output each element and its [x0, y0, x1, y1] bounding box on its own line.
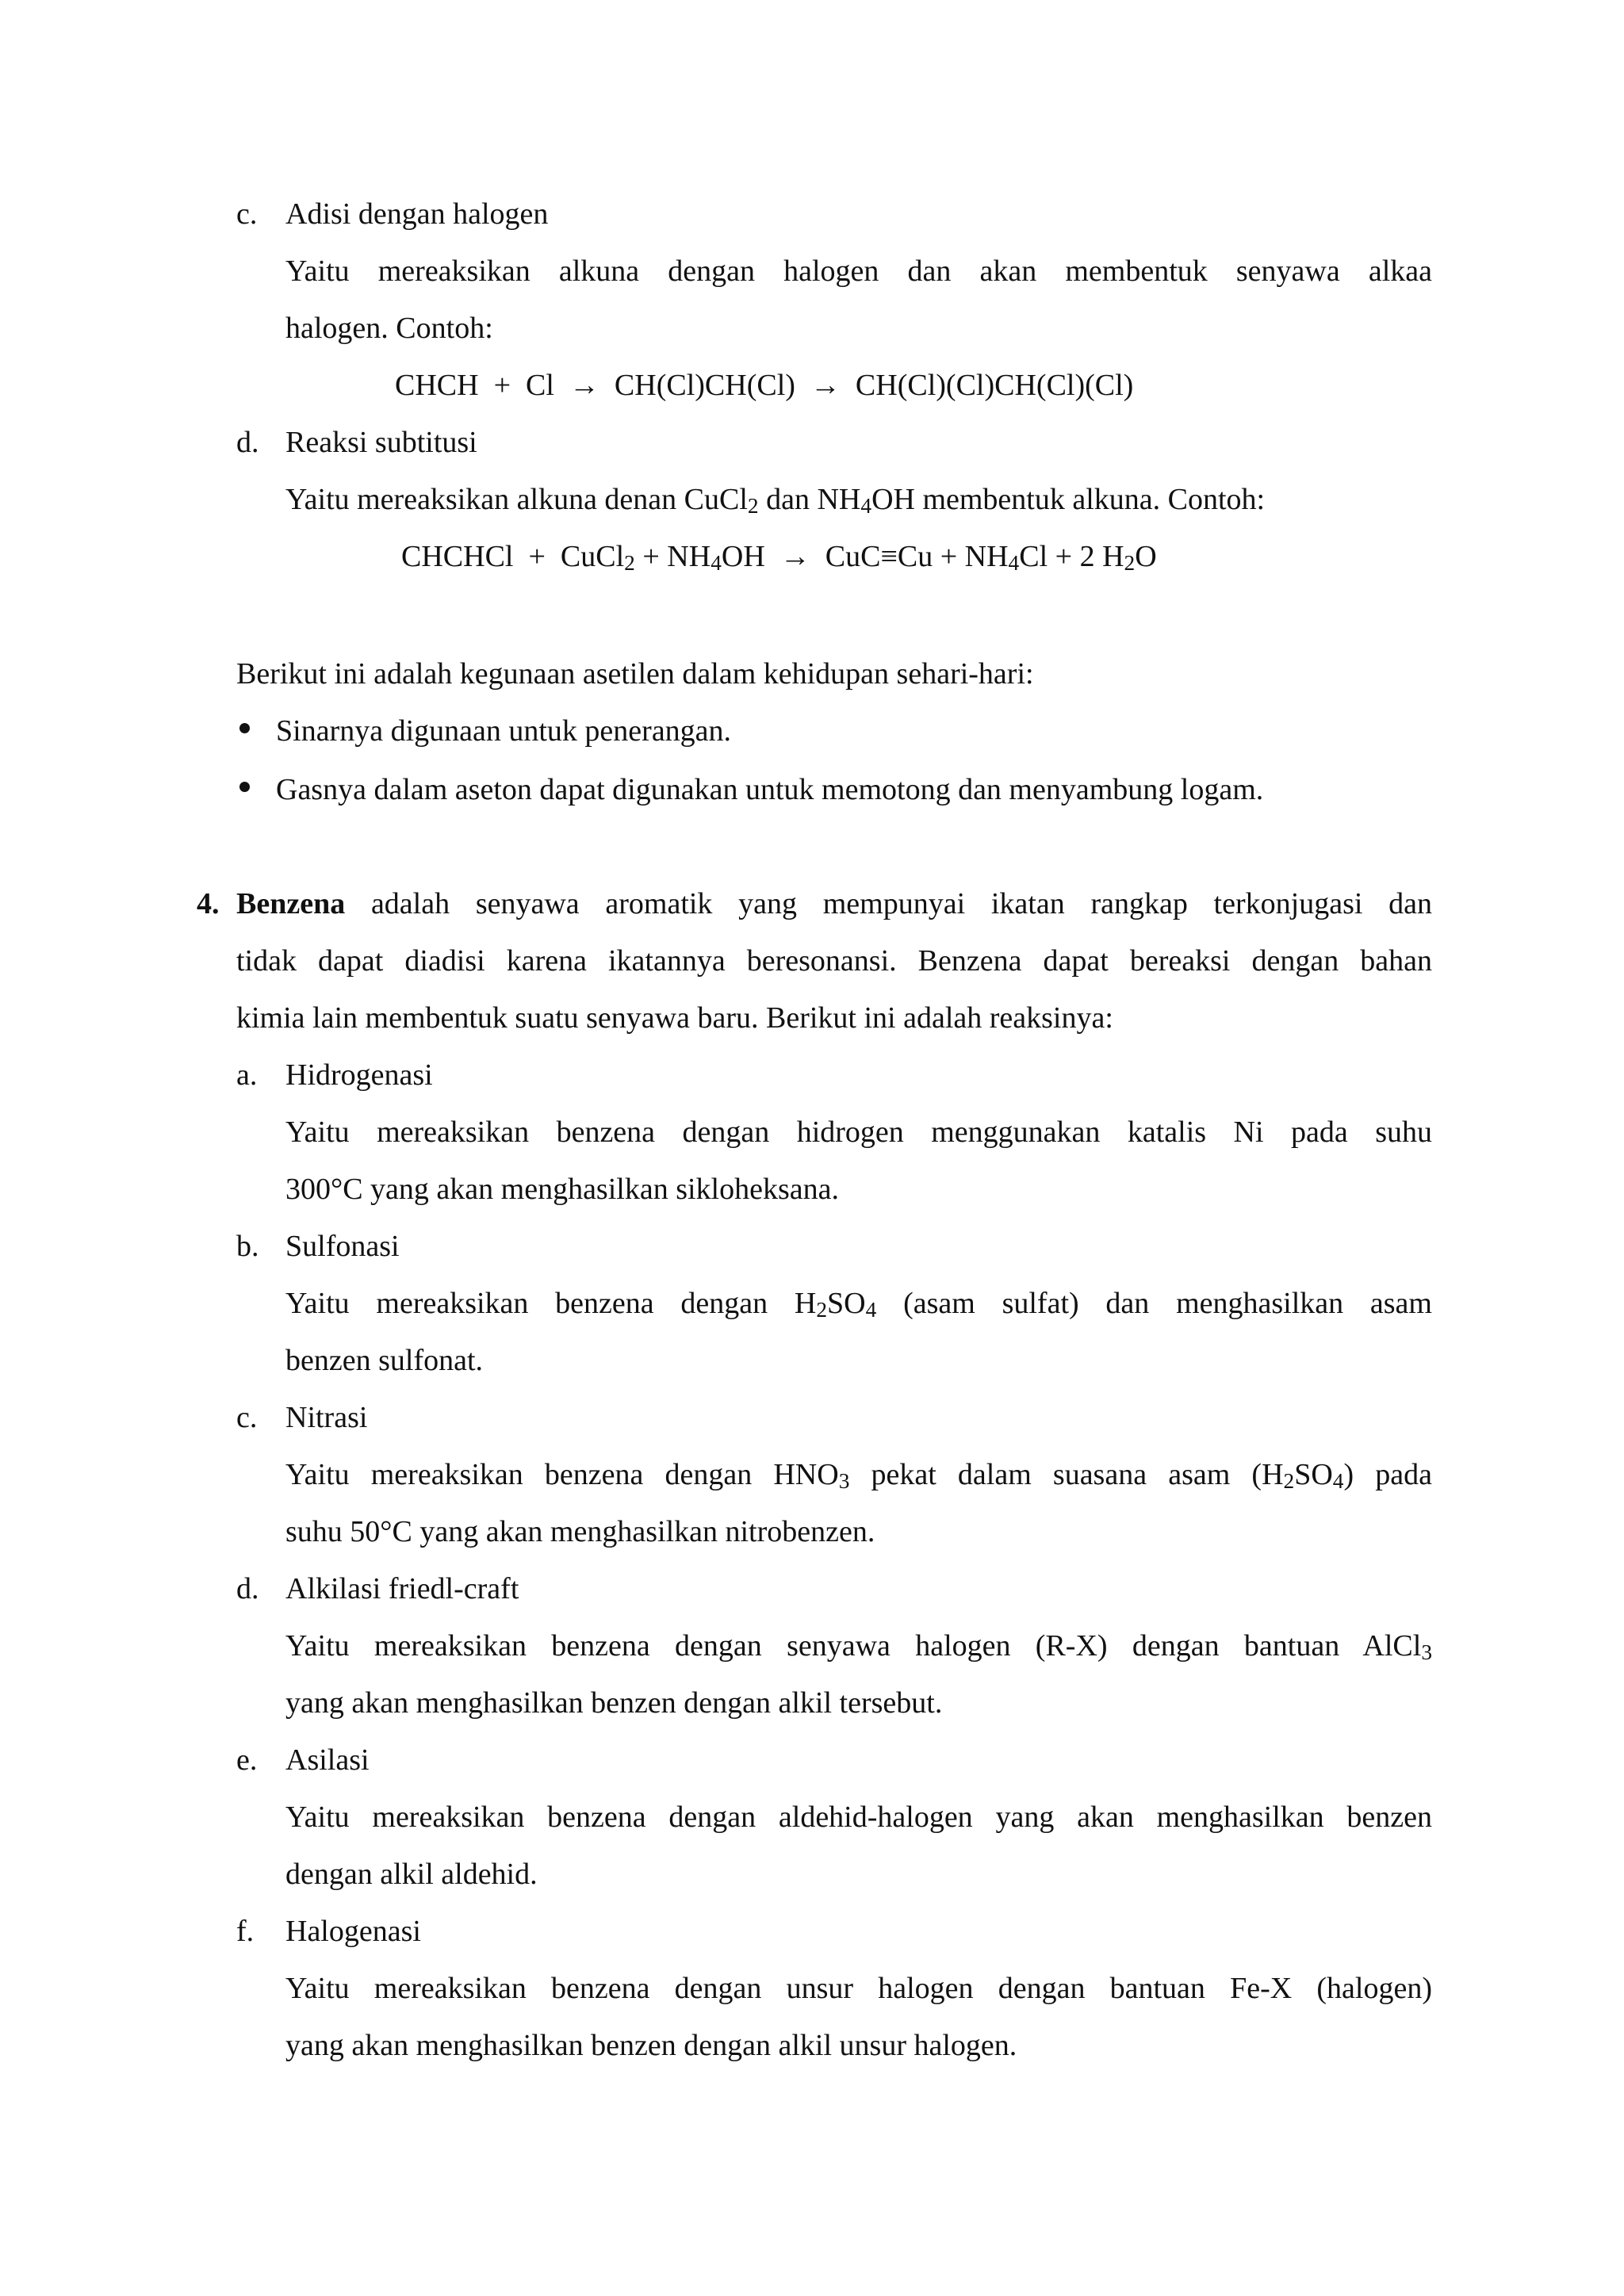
bullet-icon — [239, 782, 250, 792]
item-title-subtitusi: Reaksi subtitusi — [285, 426, 477, 459]
section-paragraph-line: tidak dapat diadisi karena ikatannya beresonansi. Benzena dapat bereaksi dengan bahan — [236, 944, 1432, 978]
item-desc-line: yang akan menghasilkan benzen dengan alkil unsur halogen. — [285, 2029, 1017, 2062]
item-marker-c: c. — [236, 1401, 258, 1434]
item-desc-line: Yaitu mereaksikan benzena dengan aldehid-halogen yang akan menghasilkan benzen — [285, 1800, 1432, 1834]
item-title-alkilasi: Alkilasi friedl-craft — [285, 1572, 519, 1605]
section-paragraph-line: Benzena adalah senyawa aromatik yang mempunyai ikatan rangkap terkonjugasi dan — [236, 887, 1432, 920]
item-marker-d: d. — [236, 426, 259, 459]
item-desc-line: Yaitu mereaksikan alkuna dengan halogen dan akan membentuk senyawa alkaa — [285, 254, 1432, 288]
item-desc-line: yang akan menghasilkan benzen dengan alkil tersebut. — [285, 1686, 943, 1720]
item-desc-line: Yaitu mereaksikan alkuna denan CuCl$_2$ dan $NH_4OH$ membentuk alkuna. Contoh: — [285, 483, 1266, 518]
item-title-halogenasi: Halogenasi — [285, 1915, 421, 1948]
item-title-sulfonasi: Sulfonasi — [285, 1230, 400, 1263]
section-number: 4. — [197, 887, 220, 920]
item-title-asilasi: Asilasi — [285, 1743, 370, 1777]
item-desc-line: halogen. Contoh: — [285, 312, 493, 345]
item-title-adisi: Adisi dengan halogen — [285, 197, 549, 231]
term-benzena: Benzena — [236, 887, 346, 920]
item-marker-b: b. — [236, 1230, 259, 1263]
item-desc-line: dengan alkil aldehid. — [285, 1858, 538, 1891]
chemical-equation: CHCH + Cl → CH(Cl)CH(Cl) → CH(Cl)(Cl)CH(Cl)(Cl) — [395, 369, 1134, 402]
item-title-hidrogenasi: Hidrogenasi — [285, 1058, 433, 1092]
item-desc-line: benzen sulfonat. — [285, 1344, 484, 1377]
item-desc-line: Yaitu mereaksikan benzena dengan $H_2SO_4$ (asam sulfat) dan menghasilkan asam — [285, 1287, 1432, 1322]
bullet-icon — [239, 723, 250, 733]
item-marker-c: c. — [236, 197, 258, 231]
item-title-nitrasi: Nitrasi — [285, 1401, 368, 1434]
chemical-equation: CHCHCl + CuCl$_2$ + $NH_4OH \to CuC\equiv Cu + NH_4Cl + 2$ $H_2O$ — [401, 540, 1157, 575]
item-marker-a: a. — [236, 1058, 258, 1092]
list-item: Gasnya dalam aseton dapat digunakan untuk memotong dan menyambung logam. — [276, 773, 1264, 806]
item-desc-line: 300°C yang akan menghasilkan sikloheksana. — [285, 1173, 839, 1206]
section-paragraph-line: kimia lain membentuk suatu senyawa baru. Berikut ini adalah reaksinya: — [236, 1001, 1113, 1035]
item-desc-line: Yaitu mereaksikan benzena dengan $HNO_3$ pekat dalam suasana asam $(H_2SO_4)$ pada — [285, 1458, 1432, 1493]
item-desc-line: suhu 50°C yang akan menghasilkan nitrobenzen. — [285, 1515, 875, 1548]
item-desc-line: Yaitu mereaksikan benzena dengan senyawa halogen (R-X) dengan bantuan AlCl$_3$ — [285, 1629, 1432, 1664]
item-marker-e: e. — [236, 1743, 258, 1777]
list-item: Sinarnya digunaan untuk penerangan. — [276, 714, 732, 748]
item-desc-line: Yaitu mereaksikan benzena dengan unsur halogen dengan bantuan Fe-X (halogen) — [285, 1972, 1432, 2005]
item-marker-d: d. — [236, 1572, 259, 1605]
item-marker-f: f. — [236, 1915, 255, 1948]
item-desc-line: Yaitu mereaksikan benzena dengan hidrogen menggunakan katalis Ni pada suhu — [285, 1115, 1432, 1149]
uses-intro: Berikut ini adalah kegunaan asetilen dalam kehidupan sehari-hari: — [236, 657, 1034, 691]
